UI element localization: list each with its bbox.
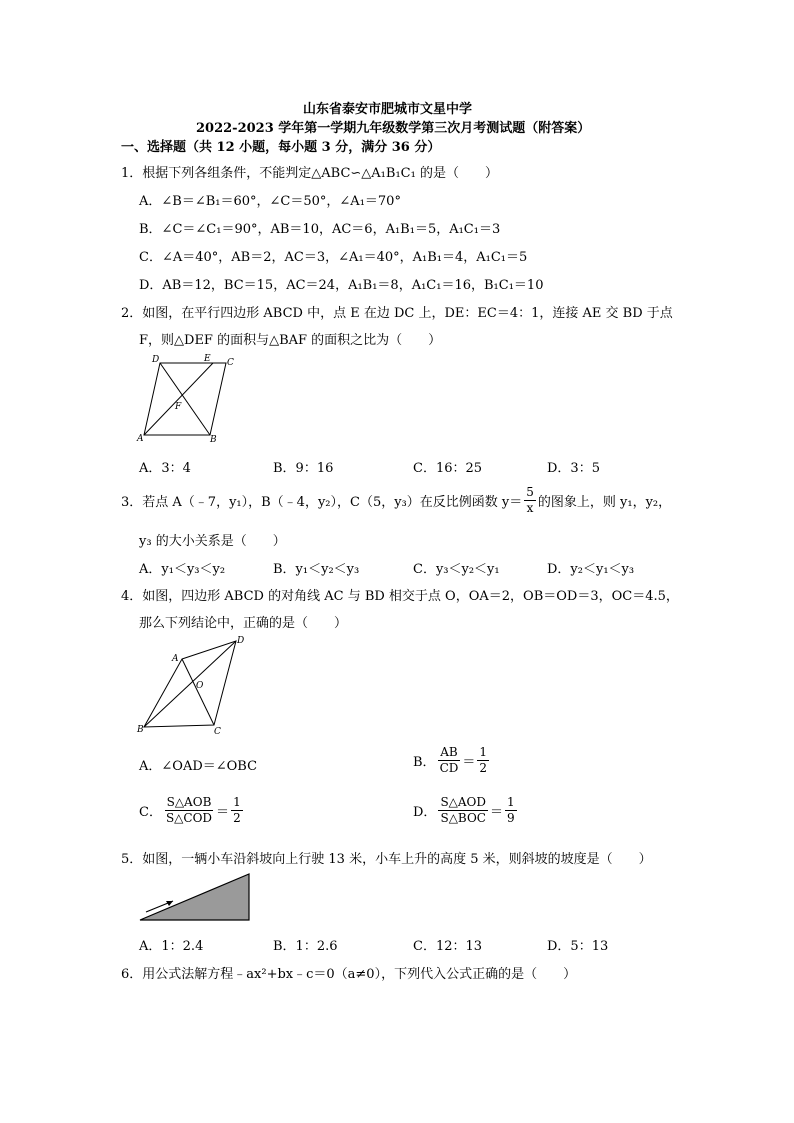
fig2-label-d: D <box>152 355 160 365</box>
q6-stem: 6．用公式法解方程﹣ax²+bx﹣c＝0（a≠0），下列代入公式正确的是（ ） <box>121 967 577 982</box>
section-heading: 一、选择题（共 12 小题，每小题 3 分，满分 36 分） <box>121 140 441 155</box>
parallelogram-figure <box>132 350 242 445</box>
q1-option-a: A．∠B＝∠B₁＝60°，∠C＝50°，∠A₁＝70° <box>139 194 401 209</box>
fig2-label-c: C <box>227 358 234 368</box>
q4-stem-line1: 4．如图，四边形 ABCD 的对角线 AC 与 BD 相交于点 O，OA＝2，OB＝OD＝3，OC＝4.5， <box>121 589 679 604</box>
q4-option-a: A．∠OAD＝∠OBC <box>139 759 258 774</box>
q2-option-a: A．3：4 <box>139 461 191 476</box>
q4-c-result <box>231 795 243 826</box>
q4-d-den: S△BOC <box>440 811 486 825</box>
q4-b-eq: ＝ <box>462 755 476 770</box>
q4-b-result <box>477 745 489 776</box>
q4-b-rnum: 1 <box>479 745 488 759</box>
q1-option-b: B．∠C＝∠C₁＝90°，AB＝10，AC＝6，A₁B₁＝5，A₁C₁＝3 <box>139 222 501 237</box>
q1-option-d: D．AB＝12，BC＝15，AC＝24，A₁B₁＝8，A₁C₁＝16，B₁C₁＝10 <box>139 278 544 293</box>
q3-option-a: A．y₁＜y₃＜y₂ <box>139 562 226 577</box>
q3-option-b: B．y₁＜y₂＜y₃ <box>273 562 360 577</box>
fig2-label-a: A <box>137 434 144 444</box>
q4-option-b <box>413 745 491 776</box>
q5-option-b: B．1：2.6 <box>273 939 338 954</box>
q3-stem-line1 <box>121 485 671 516</box>
q3-stem-post: 的图象上，则 y₁，y₂， <box>537 495 672 510</box>
q2-stem-line2: F，则△DEF 的面积与△BAF 的面积之比为（ ） <box>139 333 442 348</box>
q2-option-b: B．9：16 <box>273 461 334 476</box>
fig4-label-d: D <box>237 636 245 646</box>
page-title-line1: 山东省泰安市肥城市文星中学 <box>303 102 473 117</box>
fig4-label-o: O <box>196 681 204 691</box>
page-title-line2: 2022-2023 学年第一学期九年级数学第三次月考测试题（附答案） <box>196 121 591 136</box>
fig2-label-e: E <box>204 354 211 364</box>
q3-fraction <box>524 485 536 516</box>
q3-stem-line2: y₃ 的大小关系是（ ） <box>139 534 286 549</box>
q4-c-den: S△COD <box>165 811 213 825</box>
fig4-label-a: A <box>172 654 179 664</box>
q5-option-d: D．5：13 <box>547 939 609 954</box>
q4-d-prefix: D． <box>413 805 437 820</box>
q4-c-rden: 2 <box>233 811 241 825</box>
q4-c-prefix: C． <box>139 805 162 820</box>
q4-d-num: S△AOD <box>440 795 487 809</box>
q4-c-num: S△AOB <box>166 795 212 809</box>
q4-c-fraction <box>164 795 214 826</box>
fig2-label-b: B <box>210 435 217 445</box>
q4-d-result <box>505 795 517 826</box>
q2-stem-line1: 2．如图，在平行四边形 ABCD 中，点 E 在边 DC 上，DE：EC＝4：1，连接 AE 交 BD 于点 <box>121 306 673 321</box>
q4-b-fraction <box>438 745 461 776</box>
q1-stem: 1．根据下列各组条件，不能判定△ABC∽△A₁B₁C₁ 的是（ ） <box>121 166 498 181</box>
q4-b-prefix: B． <box>413 755 436 770</box>
q4-d-rnum: 1 <box>507 795 515 809</box>
q4-b-den: CD <box>439 761 459 775</box>
fig4-label-c: C <box>214 727 221 737</box>
q3-option-d: D．y₂＜y₁＜y₃ <box>547 562 635 577</box>
q1-option-c: C．∠A＝40°，AB＝2，AC＝3，∠A₁＝40°，A₁B₁＝4，A₁C₁＝5 <box>139 250 528 265</box>
q2-option-c: C．16：25 <box>413 461 483 476</box>
quadrilateral-figure <box>132 632 257 737</box>
q4-stem-line2: 那么下列结论中，正确的是（ ） <box>139 616 348 631</box>
q3-option-c: C．y₃＜y₂＜y₁ <box>413 562 500 577</box>
q3-stem-pre: 3．若点 A（﹣7，y₁），B（﹣4，y₂），C（5，y₃）在反比例函数 y＝ <box>121 495 523 510</box>
q4-b-rden: 2 <box>479 761 488 775</box>
q3-frac-den: x <box>526 501 534 515</box>
q5-option-a: A．1：2.4 <box>139 939 204 954</box>
q4-c-rnum: 1 <box>233 795 241 809</box>
slope-figure <box>136 870 256 924</box>
q4-b-num: AB <box>440 745 458 759</box>
q5-option-c: C．12：13 <box>413 939 483 954</box>
q4-d-eq: ＝ <box>490 805 504 820</box>
q4-option-d <box>413 795 519 826</box>
q2-option-d: D．3：5 <box>547 461 600 476</box>
q4-d-fraction <box>438 795 488 826</box>
q4-d-rden: 9 <box>507 811 515 825</box>
q5-stem: 5．如图，一辆小车沿斜坡向上行驶 13 米，小车上升的高度 5 米，则斜坡的坡度是（ ） <box>121 852 652 867</box>
fig4-label-b: B <box>137 725 144 735</box>
q4-option-c <box>139 795 245 826</box>
q3-frac-num: 5 <box>526 485 534 499</box>
q4-c-eq: ＝ <box>216 805 230 820</box>
fig2-label-f: F <box>175 402 182 412</box>
